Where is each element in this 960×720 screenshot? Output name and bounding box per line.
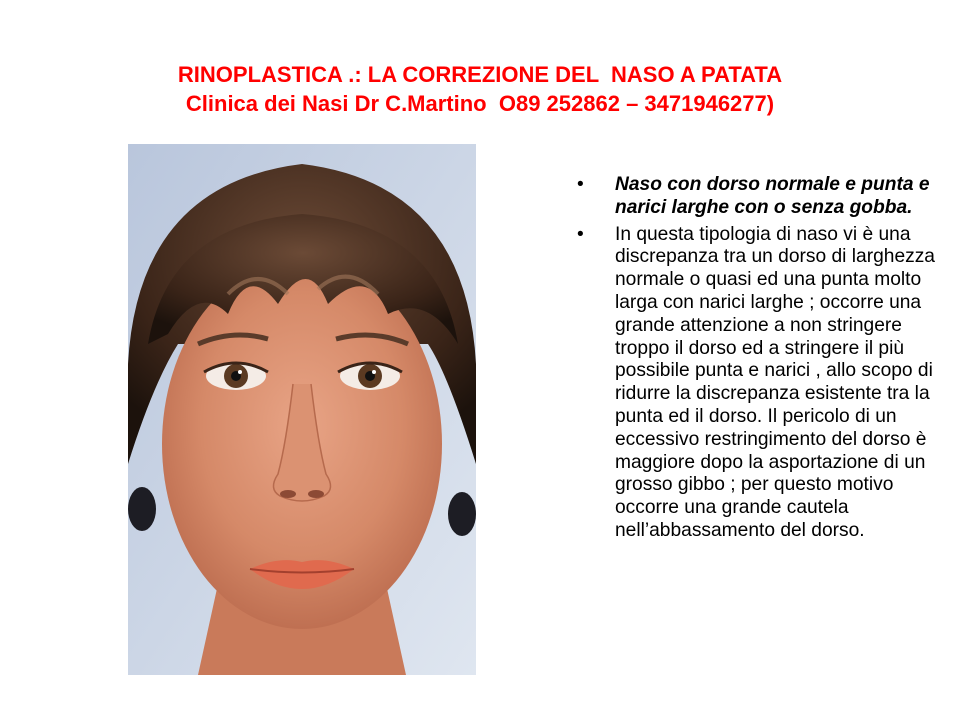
bullet-text: Naso con dorso normale e punta e narici larghe con o senza gobba. [615,174,930,218]
title-line-2: Clinica dei Nasi Dr C.Martino O89 252862 – 3471946277) [185,91,775,116]
bullet-marker: • [577,174,584,195]
bullet-marker: • [577,223,584,245]
bullet-list [577,174,957,547]
bullet-text: In questa tipologia di naso vi è una discrepanza tra un dorso di larghezza normale o quasi ed una punta molto larga con narici larghe ; occorre una grande attenzione a non stringere troppo il dorso ed a stringere il più possibile punta e narici , allo scopo di ridurre la discrepanza esistente tra la punta ed il dorso. Il pericolo di un eccessivo restringimento del dorso è maggiore dopo la asportazione di un grosso gibbo ; per questo motivo occorre una grande cautela nell’abbassamento del dorso. [615,223,935,541]
list-item [577,224,957,543]
patient-face-photo [128,144,476,675]
list-item [577,174,957,220]
title-line-1: RINOPLASTICA .: LA CORREZIONE DEL NASO A PATATA [177,62,783,87]
slide-title [0,60,960,118]
